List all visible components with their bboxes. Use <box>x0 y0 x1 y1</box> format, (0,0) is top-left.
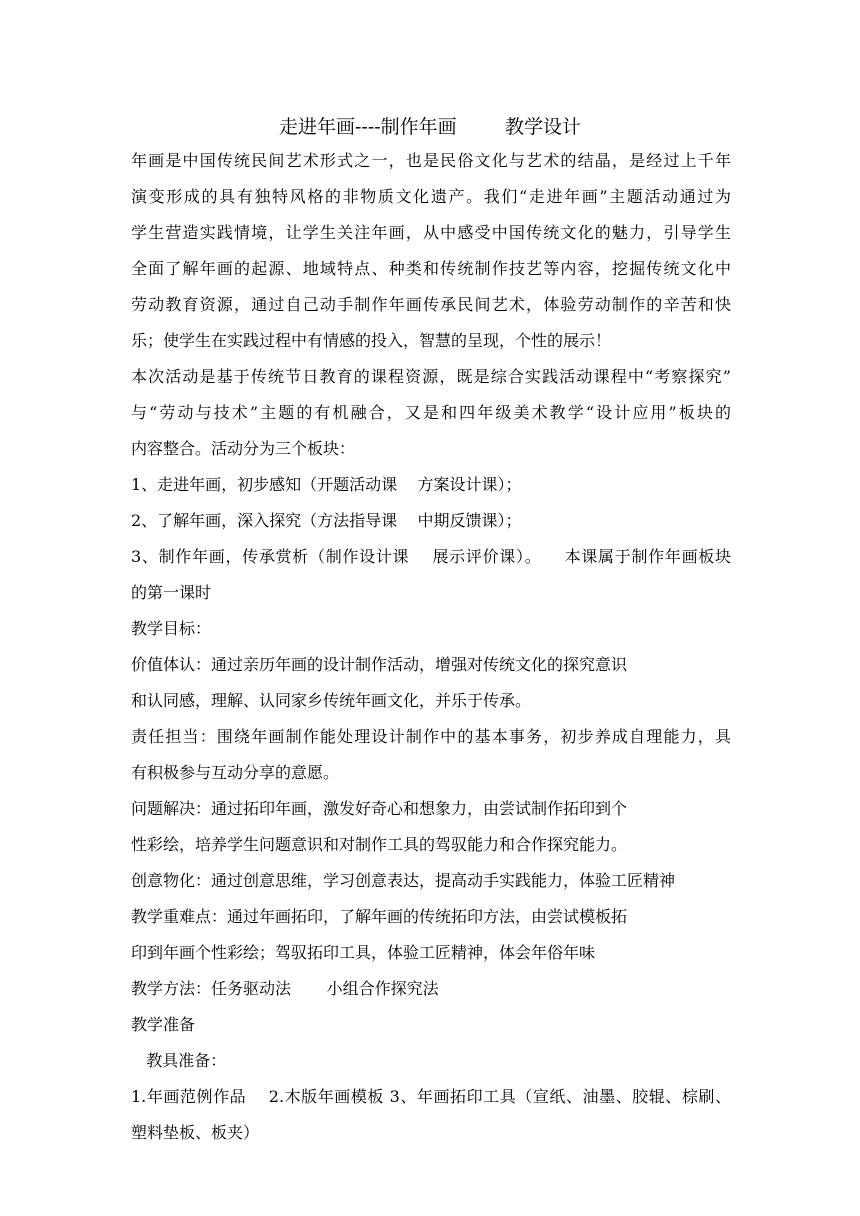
paragraph-line: 与“劳动与技术”主题的有机融合，又是和四年级美术教学“设计应用”板块的 <box>131 403 731 422</box>
list-item: 3、制作年画，传承赏析（制作设计课 展示评价课）。 本课属于制作年画板块 <box>131 547 731 566</box>
paragraph-line: 本次活动是基于传统节日教育的课程资源，既是综合实践活动课程中“考察探究” <box>131 367 731 386</box>
document-title: 走进年画----制作年画 教学设计 <box>279 116 581 138</box>
paragraph-line: 全面了解年画的起源、地域特点、种类和传统制作技艺等内容，挖掘传统文化中 <box>131 259 731 278</box>
paragraph-line: 印到年画个性彩绘；驾驭拓印工具，体验工匠精神，体会年俗年味 <box>131 943 596 962</box>
paragraph-line: 教学重难点：通过年画拓印，了解年画的传统拓印方法，由尝试模板拓 <box>131 907 628 926</box>
paragraph-line: 教学方法：任务驱动法 小组合作探究法 <box>131 979 439 998</box>
subsection-heading: 教具准备： <box>131 1051 227 1070</box>
paragraph-line: 责任担当：围绕年画制作能处理设计制作中的基本事务，初步养成自理能力，具 <box>131 727 731 746</box>
paragraph-line: 演变形成的具有独特风格的非物质文化遗产。我们“走进年画”主题活动通过为 <box>131 187 731 206</box>
paragraph-line: 乐；使学生在实践过程中有情感的投入，智慧的呈现，个性的展示！ <box>131 331 612 350</box>
section-heading: 教学准备 <box>131 1015 196 1034</box>
paragraph-line: 1.年画范例作品 2.木版年画模板 3、年画拓印工具（宣纸、油墨、胶辊、棕刷、 <box>131 1087 731 1106</box>
paragraph-line: 的第一课时 <box>131 583 212 602</box>
paragraph-line: 创意物化：通过创意思维，学习创意表达，提高动手实践能力，体验工匠精神 <box>131 871 676 890</box>
section-heading: 教学目标： <box>131 619 212 638</box>
paragraph-line: 和认同感，理解、认同家乡传统年画文化，并乐于传承。 <box>131 691 532 710</box>
paragraph-line: 性彩绘，培养学生问题意识和对制作工具的驾驭能力和合作探究能力。 <box>131 835 628 854</box>
paragraph-line: 内容整合。活动分为三个板块： <box>131 439 356 458</box>
paragraph-line: 有积极参与互动分享的意愿。 <box>131 763 340 782</box>
paragraph-line: 问题解决：通过拓印年画，激发好奇心和想象力，由尝试制作拓印到个 <box>131 799 628 818</box>
list-item: 2、了解年画，深入探究（方法指导课 中期反馈课）； <box>131 511 522 530</box>
paragraph-line: 年画是中国传统民间艺术形式之一，也是民俗文化与艺术的结晶，是经过上千年 <box>131 151 731 170</box>
list-item: 1、走进年画，初步感知（开题活动课 方案设计课）； <box>131 475 522 494</box>
paragraph-line: 学生营造实践情境，让学生关注年画，从中感受中国传统文化的魅力，引导学生 <box>131 223 731 242</box>
paragraph-line: 价值体认：通过亲历年画的设计制作活动，增强对传统文化的探究意识 <box>131 655 628 674</box>
paragraph-line: 劳动教育资源，通过自己动手制作年画传承民间艺术，体验劳动制作的辛苦和快 <box>131 295 731 314</box>
paragraph-line: 塑料垫板、板夹） <box>131 1123 260 1142</box>
